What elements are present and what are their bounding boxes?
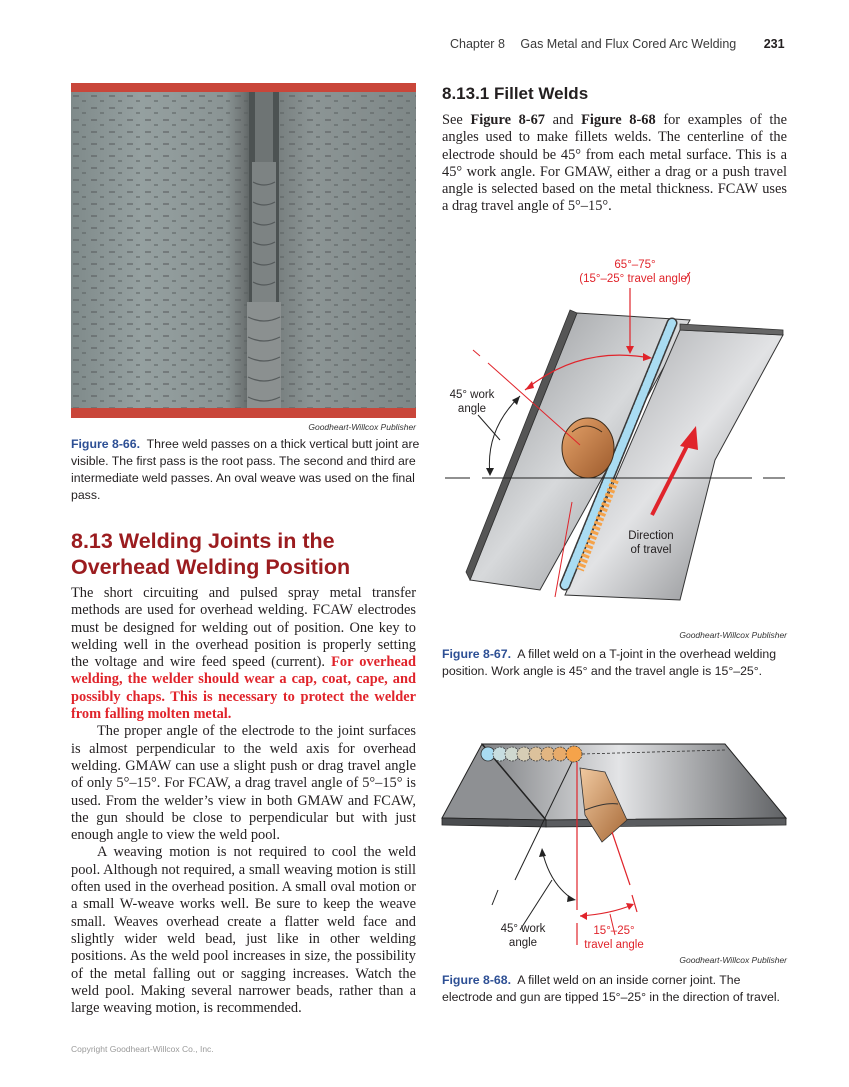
figure-66-caption-text: Three weld passes on a thick vertical butt joint are visible. The first pass is the root pass. The second and third are intermediate weld passes. An oval weave was used on the final pass. <box>71 437 420 502</box>
figure-66-caption <box>71 436 421 504</box>
section-8-13-1-body <box>442 112 787 216</box>
label-line: Direction <box>628 530 674 542</box>
label-line: angle <box>457 403 487 415</box>
figure-68-label: Figure 8-68. <box>442 973 512 987</box>
label-line: (15°–25° travel angle) <box>579 273 691 285</box>
section-heading-line2: Overhead Welding Position <box>71 555 351 579</box>
running-header <box>450 37 785 51</box>
text-span: and <box>545 112 582 128</box>
figure-67-credit: Goodheart-Willcox Publisher <box>679 630 787 640</box>
label-line: 45° work <box>500 923 546 935</box>
label-line: travel angle <box>584 939 644 951</box>
weld-plate-photo <box>71 92 416 408</box>
figure-68-travel-angle-label <box>574 924 654 952</box>
paragraph-1-text: The short circuiting and pulsed spray metal transfer methods are used for overhead welding. FCAW electrodes must be designed for welding out of position. One key to welding well in the overhead position is properly setting the voltage and wire feed speed (current). <box>71 585 416 671</box>
paragraph-2: The proper angle of the electrode to the joint surfaces is almost perpendicular to the weld axis for overhead welding. GMAW can use a slight push or drag travel angle of only 5°–15°. For FCAW, a drag travel angle of 5°–15° is used. From the welder’s view in both GMAW and FCAW, the gun should be close to perpendicular but with just enough angle to view the weld pool. <box>71 723 416 844</box>
section-number: 8.13.1 <box>442 84 490 103</box>
section-8-13-body <box>71 585 416 1017</box>
fillet-paragraph <box>442 112 787 216</box>
figure-8-67-reference: Figure 8-67 <box>470 112 545 128</box>
paragraph-3: A weaving motion is not required to cool the weld pool. Although not required, a small weaving motion is still often used in the overhead position. A small oval motion or a small W-weave works well. Be sure to keep the weave small. Weaves overhead create a flatter weld face and slightly wider weld bead, just like in other welding positions. As the weld pool increases in size, the possibility of the metal falling out or sagging increases. Watch the weld pool. Making several narrower beads, rather than a large weaving motion, is recommended. <box>71 844 416 1017</box>
figure-66-label: Figure 8-66. <box>71 437 141 451</box>
figure-67-direction-label <box>616 529 686 557</box>
text-span: See <box>442 112 471 128</box>
figure-68-caption <box>442 972 792 1006</box>
paragraph-1 <box>71 585 416 723</box>
figure-8-68-reference: Figure 8-68 <box>581 112 656 128</box>
section-heading-8-13-1 <box>442 84 588 104</box>
butt-joint-weld-illustration <box>71 92 416 408</box>
chapter-title: Gas Metal and Flux Cored Arc Welding <box>520 37 737 51</box>
figure-67-work-angle-label <box>443 388 501 416</box>
figure-67-caption-text: A fillet weld on a T-joint in the overhead welding position. Work angle is 45° and the travel angle is 15°–25°. <box>442 647 777 678</box>
figure-66-photo <box>71 83 416 418</box>
figure-67-caption <box>442 646 792 680</box>
section-heading-line1: 8.13 Welding Joints in the <box>71 529 335 553</box>
label-line: angle <box>508 937 538 949</box>
figure-68-caption-text: A fillet weld on an inside corner joint. The electrode and gun are tipped 15°–25° in the direction of travel. <box>442 973 780 1004</box>
label-line: 15°–25° <box>593 925 635 937</box>
page-number: 231 <box>763 37 785 51</box>
figure-67-label: Figure 8-67. <box>442 647 512 661</box>
figure-67-diagram <box>440 250 800 630</box>
section-heading-8-13 <box>71 528 431 580</box>
safety-emphasis-text: For overhead welding, the welder should wear a cap, coat, cape, and possibly chaps. This is necessary to protect the welder from falling molten metal. <box>71 654 416 723</box>
figure-66-credit: Goodheart-Willcox Publisher <box>308 422 416 432</box>
figure-68-work-angle-label <box>494 922 552 950</box>
chapter-label: Chapter 8 <box>450 37 505 51</box>
copyright-footer: Copyright Goodheart-Willcox Co., Inc. <box>71 1044 214 1054</box>
section-title: Fillet Welds <box>494 84 589 103</box>
text-span: for examples of the angles used to make fillets welds. The centerline of the electrode should be 45° from each metal surface. This is a 45° work angle. For GMAW, either a drag or a push travel angle is selected based on the metal thickness. FCAW uses a drag travel angle of 5°–15°. <box>442 112 787 215</box>
label-line: 65°–75° <box>614 259 656 271</box>
welding-gun-nozzle-icon <box>562 418 614 478</box>
figure-68-credit: Goodheart-Willcox Publisher <box>679 955 787 965</box>
label-line: 45° work <box>449 389 495 401</box>
label-line: of travel <box>630 544 672 556</box>
figure-67-travel-angle-label <box>560 258 710 286</box>
